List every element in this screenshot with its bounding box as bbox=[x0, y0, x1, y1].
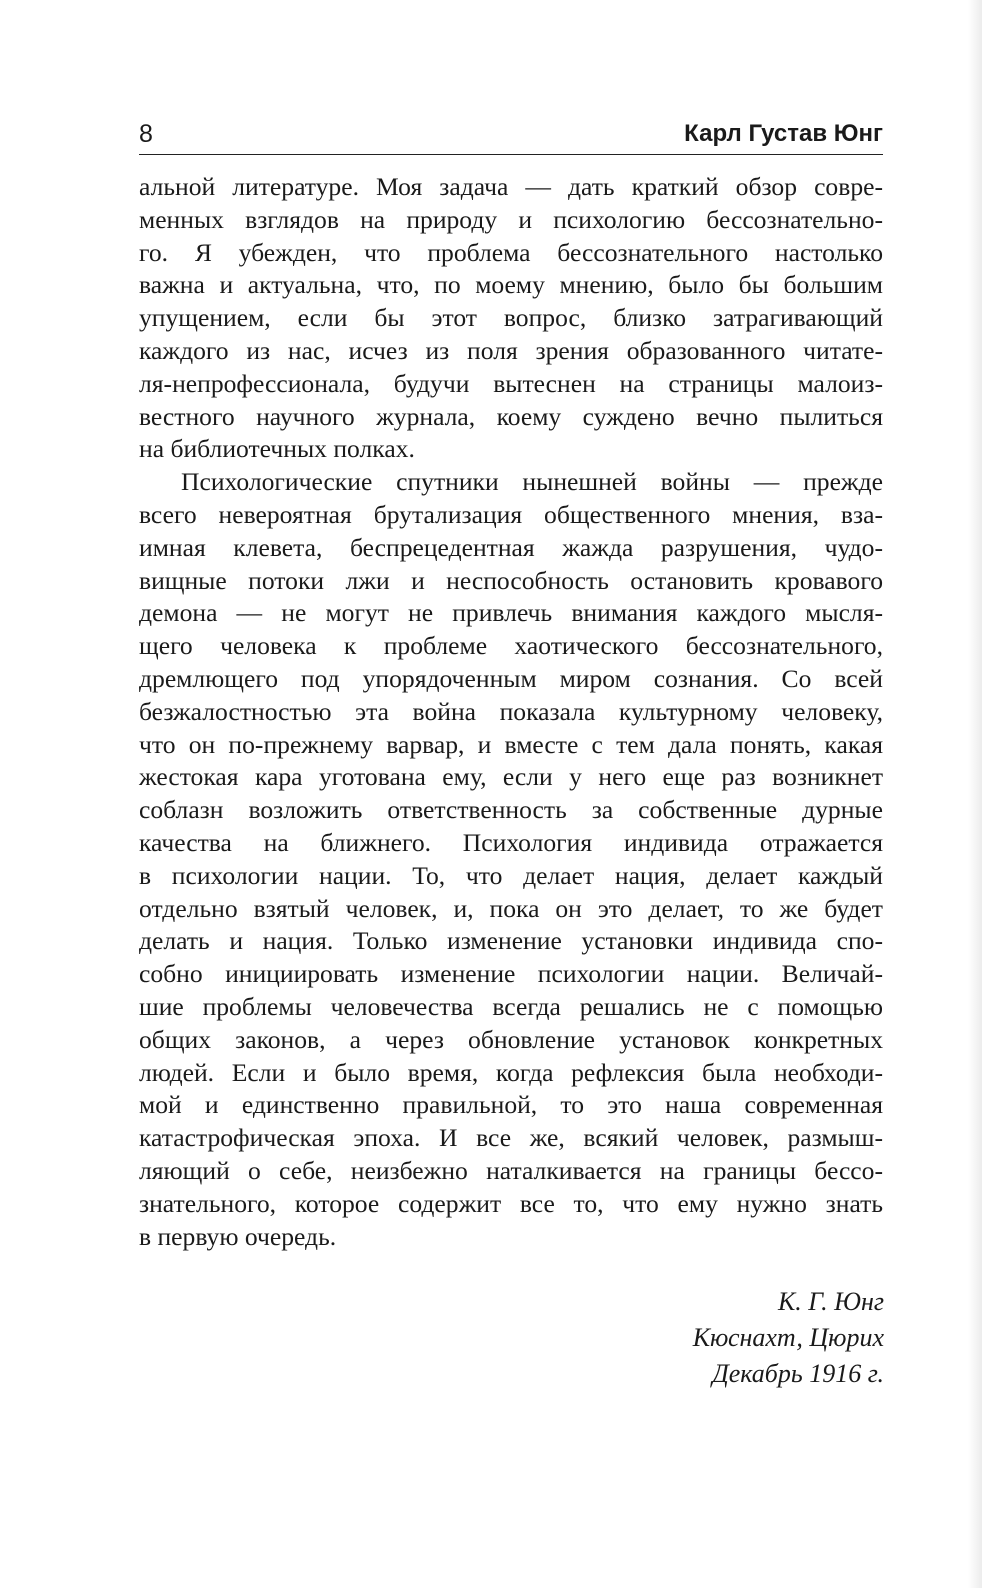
text-line: вестного научного журнала, коему суждено вечно пылиться bbox=[139, 401, 883, 431]
text-line: качества на ближнего. Психология индивида отражается bbox=[139, 827, 883, 857]
text-line: ляющий о себе, неизбежно наталкивается на границы бессо- bbox=[139, 1155, 883, 1185]
text-line: людей. Если и было время, когда рефлексия была необходи- bbox=[139, 1057, 883, 1087]
text-line: делать и нация. Только изменение установки индивида спо- bbox=[139, 926, 883, 956]
text-line: мой и единственно правильной, то это наша современная bbox=[139, 1090, 883, 1120]
text-line: Психологические спутники нынешней войны — прежде bbox=[181, 467, 883, 497]
running-header bbox=[139, 118, 883, 155]
text-line: в первую очередь. bbox=[139, 1221, 337, 1251]
text-line: ля-непрофессионала, будучи вытеснен на страницы малоиз- bbox=[139, 368, 883, 398]
running-head-author: Карл Густав Юнг bbox=[684, 120, 883, 147]
page-edge-shadow bbox=[968, 0, 982, 1588]
text-line: что он по-прежнему варвар, и вместе с тем дала понять, какая bbox=[139, 729, 883, 759]
text-line: щего человека к проблеме хаотического бессознательного, bbox=[139, 631, 883, 661]
text-line: собно инициировать изменение психологии нации. Величай- bbox=[139, 959, 883, 989]
signature-date: Декабрь 1916 г. bbox=[712, 1359, 884, 1388]
text-line: шие проблемы человечества всегда решались не с помощью bbox=[139, 991, 883, 1021]
text-line: упущением, если бы этот вопрос, близко затрагивающий bbox=[139, 303, 883, 333]
text-line: соблазн возложить ответственность за собственные дурные bbox=[139, 795, 883, 825]
text-line: важна и актуальна, что, по моему мнению, было бы большим bbox=[139, 270, 883, 300]
text-line: вищные потоки лжи и неспособность остановить кровавого bbox=[139, 565, 883, 595]
text-line: на библиотечных полках. bbox=[139, 434, 415, 464]
text-line: отдельно взятый человек, и, пока он это делает, то же будет bbox=[139, 893, 883, 923]
text-line: альной литературе. Моя задача — дать краткий обзор совре- bbox=[139, 172, 883, 201]
signature-author: К. Г. Юнг bbox=[778, 1287, 884, 1316]
text-line: знательного, которое содержит все то, что ему нужно знать bbox=[139, 1188, 883, 1218]
text-line: имная клевета, беспрецедентная жажда разрушения, чудо- bbox=[139, 532, 883, 562]
text-line: безжалостностью эта война показала культурному человеку, bbox=[139, 696, 883, 726]
paragraph-2 bbox=[139, 466, 883, 1253]
signature-block bbox=[693, 1284, 884, 1392]
text-line: общих законов, а через обновление установок конкретных bbox=[139, 1024, 883, 1054]
text-line: каждого из нас, исчез из поля зрения образованного читате- bbox=[139, 335, 883, 365]
text-line: жестокая кара уготована ему, если у него еще раз возникнет bbox=[139, 762, 883, 792]
text-line: всего невероятная брутализация общественного мнения, вза- bbox=[139, 499, 883, 529]
body-text bbox=[139, 171, 883, 1253]
text-line: дремлющего под упорядоченным миром сознания. Со всей bbox=[139, 663, 883, 693]
signature-place: Кюснахт, Цюрих bbox=[692, 1323, 884, 1352]
text-line: в психологии нации. То, что делает нация, делает каждый bbox=[139, 860, 883, 890]
text-line: катастрофическая эпоха. И все же, всякий человек, размыш- bbox=[139, 1123, 883, 1153]
text-line: го. Я убежден, что проблема бессознательного настолько bbox=[139, 237, 883, 267]
text-line: менных взглядов на природу и психологию бессознательно- bbox=[139, 204, 883, 234]
page-number: 8 bbox=[139, 120, 153, 148]
text-line: демона — не могут не привлечь внимания каждого мысля- bbox=[139, 598, 883, 628]
paragraph-1 bbox=[139, 171, 883, 466]
